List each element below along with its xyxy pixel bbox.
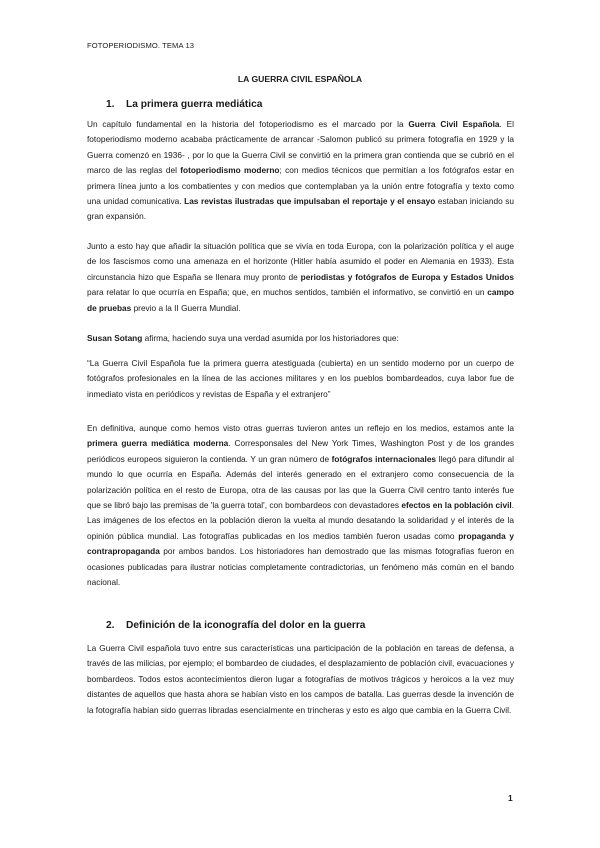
emphasis-text: primera guerra mediática moderna [87, 438, 229, 449]
emphasis-text: periodistas y fotógrafos de Europa y Estados Unidos [300, 271, 514, 282]
emphasis-text: propaganda y contrapropaganda [87, 530, 514, 557]
running-header: FOTOPERIODISMO. TEMA 13 [87, 41, 195, 50]
emphasis-text: Guerra Civil Española [408, 119, 500, 129]
section-heading-text: La primera guerra mediática [126, 99, 263, 110]
paragraph-text: Junto a esto hay que añadir la situación política que se vivía en toda Europa, con la polarización política y el auge de los fascismos como una amenaza en el horizonte (Hitler había asumido el poder en Alemania en 1933). Esta circunstancia hizo que España se llenara muy pronto de [87, 241, 514, 282]
paragraph-text: Un capítulo fundamental en la historia del fotoperiodismo es el marcado por la [87, 119, 409, 129]
section-heading-2 [106, 620, 365, 631]
paragraph-text: . El fotoperiodismo moderno acababa prácticamente de arrancar -Salomon publicó su primera fotografía en 1929 y la Guerra comenzó en 1936- , por lo que la Guerra Civil se convirtió en la primera gran contienda que se cubrió en el marco de las reglas del [87, 119, 514, 176]
paragraph-text: previo a la II Guerra Mundial. [131, 302, 241, 313]
paragraph-text: para relatar lo que ocurría en España; que, en muchos sentidos, también el informativo, se convirtió en un [87, 287, 488, 298]
document-title: LA GUERRA CIVIL ESPAÑOLA [237, 74, 363, 84]
section-heading-1 [106, 99, 262, 110]
paragraph-2 [87, 239, 514, 316]
emphasis-text: Las revistas ilustradas que impulsaban el reportaje y el ensayo [184, 196, 436, 207]
page-number: 1 [508, 793, 513, 803]
paragraph-text: En definitiva, aunque como hemos visto otras guerras tuvieron antes un reflejo en los medios, estamos ante la [87, 423, 514, 433]
paragraph-text: afirma, haciendo suya una verdad asumida por los historiadores que: [142, 333, 399, 343]
emphasis-text: campo de pruebas [87, 287, 514, 313]
section-number: 1. [106, 99, 115, 110]
section-heading-text: Definición de la iconografía del dolor en la guerra [126, 620, 366, 631]
paragraph-3 [87, 331, 514, 346]
paragraph-text: ; con medios técnicos que permitían a los fotógrafos estar en primera línea junto a los combatientes y con medios que contemplaban ya la unión entre fotografía y texto como una unidad comunicativa. [87, 165, 514, 207]
emphasis-text: fotoperiodismo moderno [180, 165, 280, 176]
emphasis-text: efectos en la población civil [401, 500, 512, 511]
emphasis-text: fotógrafos internacionales [331, 453, 437, 464]
paragraph-text: estaban iniciando su gran expansión. [87, 196, 514, 222]
paragraph-text: . Las imágenes de los efectos en la población dieron la vuelta al mundo desatando la solidaridad y el interés de la opinión pública mundial. Las fotografías publicadas en los medios también fueron usadas como [87, 500, 514, 541]
paragraph-1 [87, 117, 514, 225]
paragraph-text: por ambos bandos. Los historiadores han demostrado que las mismas fotografías fueron en ocasiones publicadas para ilustrar noticias completamente contradictorias, un fenómeno más común en el bando nacional. [87, 546, 514, 588]
paragraph-text: . Corresponsales del New York Times, Washington Post y de los grandes periódicos europeos siguieron la contienda. Y un gran número de [87, 438, 514, 464]
paragraph-5 [87, 421, 514, 590]
paragraph-text: llegó para difundir al mundo lo que ocurría en España. Además del interés generado en el extranjero como consecuencia de la polarización política en el resto de Europa, otra de las causas por las que la Guerra Civil centro tanto interés fue que se libró bajo las premisas de 'la guerra total', con bombardeos con devastadores [87, 453, 514, 511]
section-number: 2. [106, 620, 115, 631]
quote-paragraph: “La Guerra Civil Española fue la primera guerra atestiguada (cubierta) en un sentido moderno por un cuerpo de fotógrafos profesionales en la línea de las acciones militares y en los pueblos bombardeados, cuya labor fue de inmediato vista en periódicos y revistas de España y el extranjero” [87, 358, 514, 399]
author-name: Susan Sotang [87, 333, 143, 343]
paragraph-6: La Guerra Civil española tuvo entre sus características una participación de la población en tareas de defensa, a través de las milicias, por ejemplo; el bombardeo de ciudades, el desplazamiento de población civil, evacuaciones y bombardeos. Todos estos acontecimientos dieron lugar a fotografías de motivos trágicos y heroicos a la vez muy distantes de aquellos que hasta ahora se habían visto en los campos de batalla. Las guerras desde la invención de la fotografía habían sido guerras libradas esencialmente en trincheras y esto es algo que cambia en la Guerra Civil. [87, 643, 514, 715]
